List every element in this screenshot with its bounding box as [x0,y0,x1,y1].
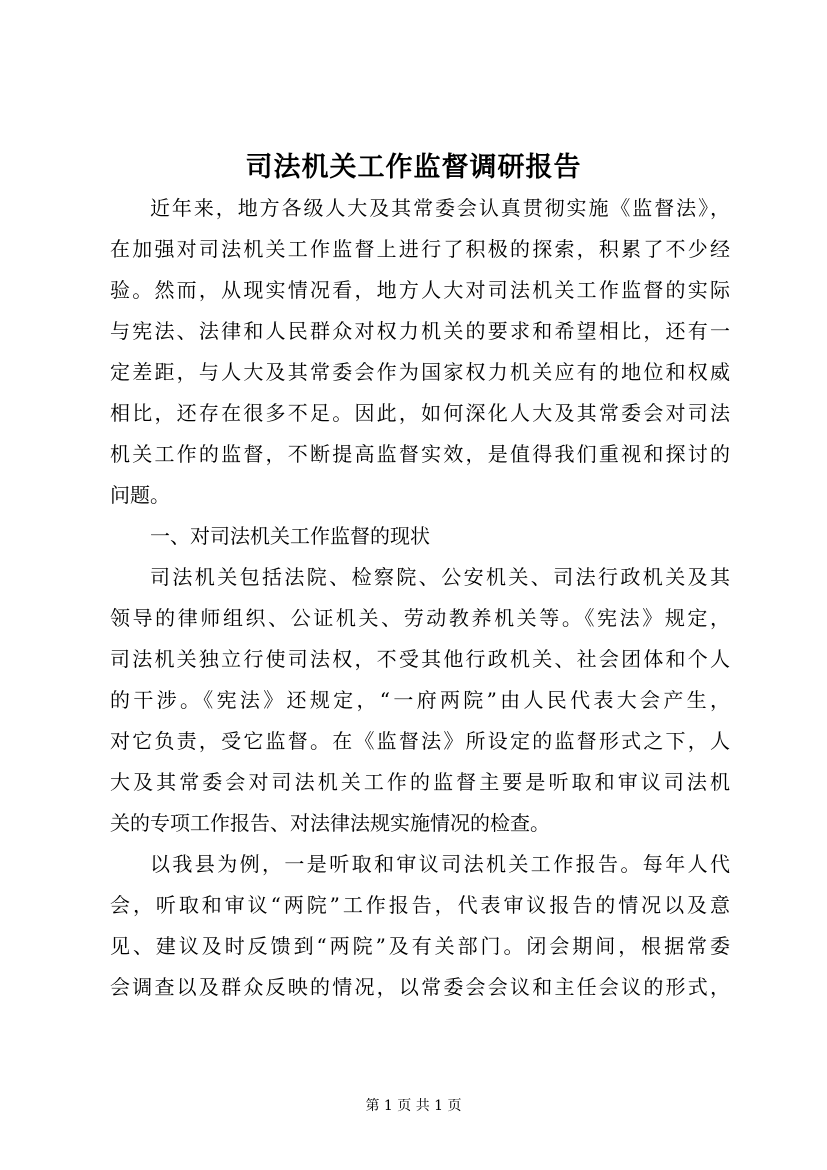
paragraph-line: 问题。 [110,483,170,507]
document-body [110,188,730,1008]
paragraph-line: 关的专项工作报告、对法律法规实施情况的检查。 [110,811,550,835]
paragraph-line: 定差距，与人大及其常委会作为国家权力机关应有的地位和权威 [110,360,730,384]
paragraph-line: 会调查以及群众反映的情况，以常委会会议和主任会议的形式， [110,975,730,999]
paragraph-line: 司法机关包括法院、检察院、公安机关、司法行政机关及其 [150,565,730,589]
paragraph-line: 与宪法、法律和人民群众对权力机关的要求和希望相比，还有一 [110,319,730,343]
paragraph-line: 大及其常委会对司法机关工作的监督主要是听取和审议司法机 [110,770,730,794]
paragraph-line: 对它负责，受它监督。在《监督法》所设定的监督形式之下，人 [110,729,730,753]
paragraph-line: 会，听取和审议“两院”工作报告，代表审议报告的情况以及意 [110,893,730,917]
paragraph-line: 以我县为例，一是听取和审议司法机关工作报告。每年人代 [150,852,730,876]
paragraph-line: 近年来，地方各级人大及其常委会认真贯彻实施《监督法》， [150,196,730,220]
paragraph-line: 相比，还存在很多不足。因此，如何深化人大及其常委会对司法 [110,401,730,425]
page-number: 第 1 页 共 1 页 [365,1098,462,1114]
paragraph-line: 验。然而，从现实情况看，地方人大对司法机关工作监督的实际 [110,278,730,302]
paragraph-line: 领导的律师组织、公证机关、劳动教养机关等。《宪法》规定， [110,606,730,630]
paragraph-line: 司法机关独立行使司法权，不受其他行政机关、社会团体和个人 [110,647,730,671]
paragraph-line: 在加强对司法机关工作监督上进行了积极的探索，积累了不少经 [110,237,730,261]
section-heading: 一、对司法机关工作监督的现状 [150,524,430,548]
paragraph-line: 机关工作的监督，不断提高监督实效，是值得我们重视和探讨的 [110,442,730,466]
document-title: 司法机关工作监督调研报告 [245,152,582,183]
paragraph-line: 见、建议及时反馈到“两院”及有关部门。闭会期间，根据常委 [110,934,730,958]
paragraph-line: 的干涉。《宪法》还规定，“一府两院”由人民代表大会产生， [110,688,730,712]
